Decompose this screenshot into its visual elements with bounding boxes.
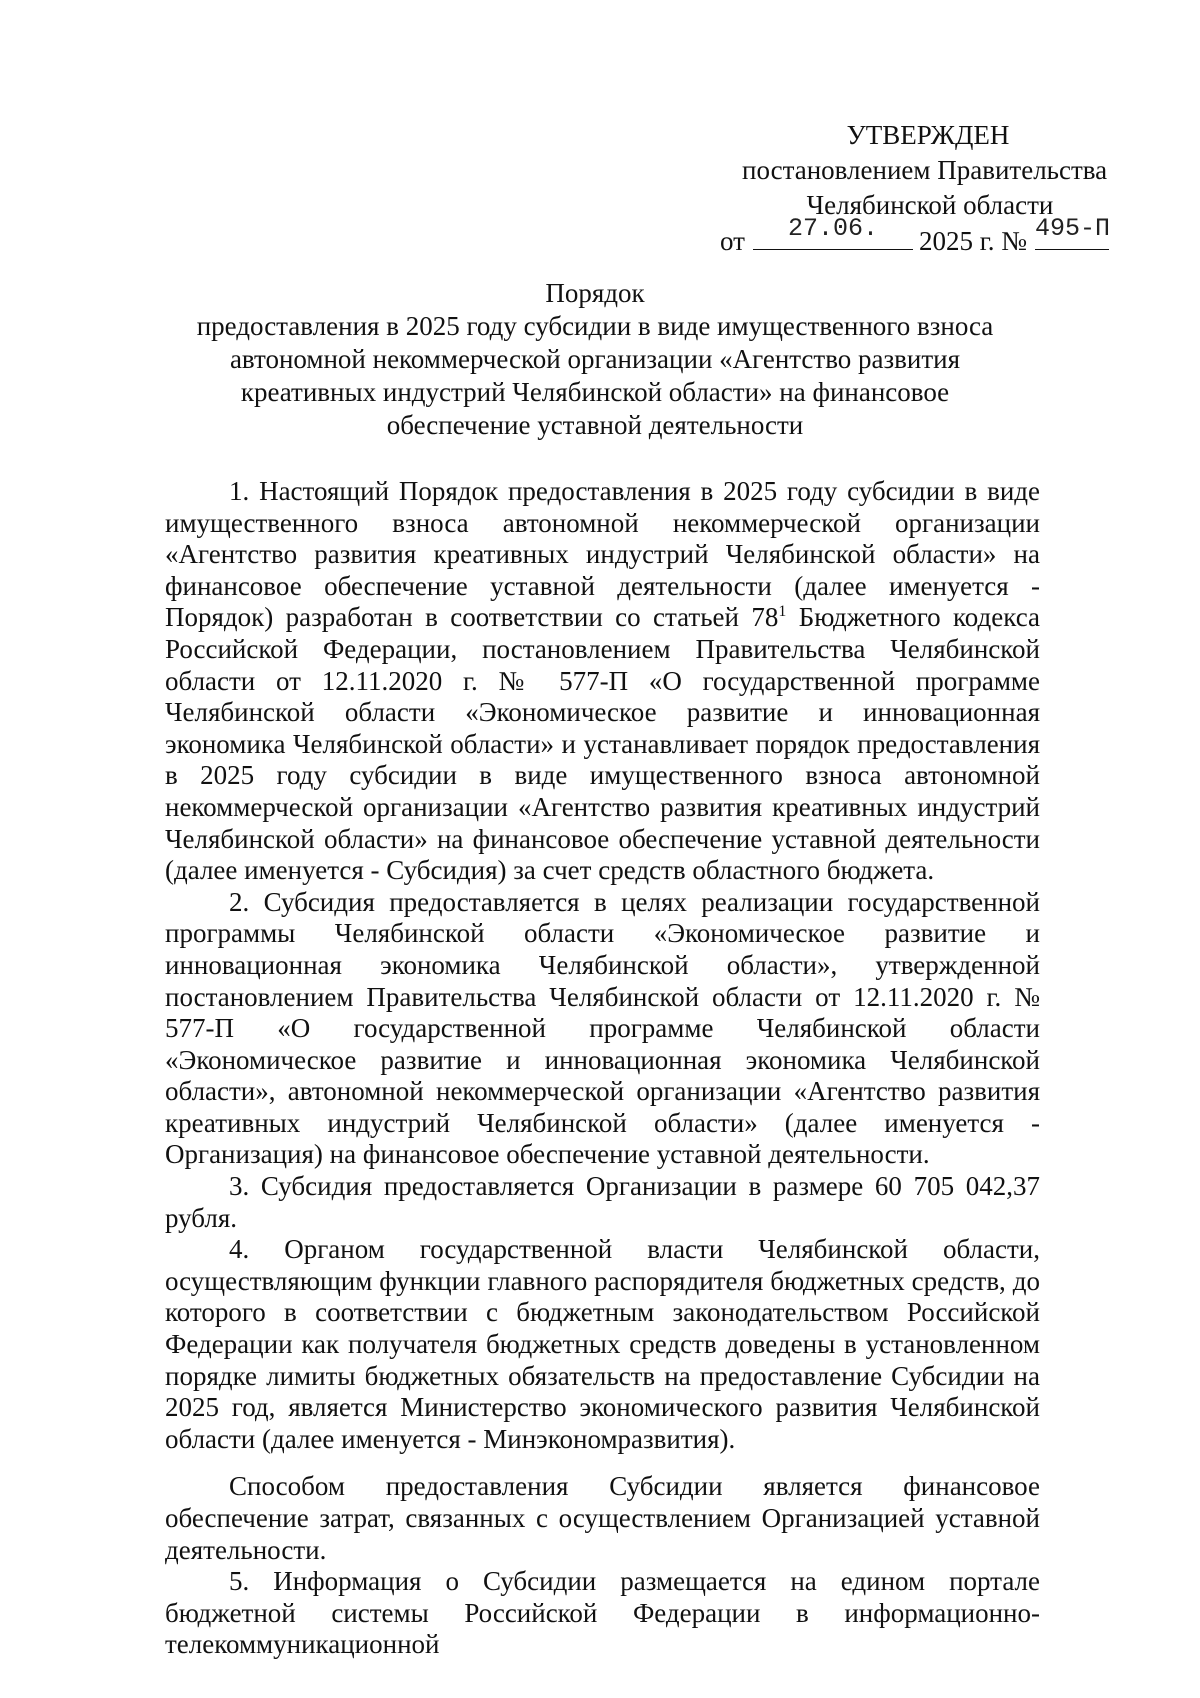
title-line-5: обеспечение уставной деятельности: [386, 410, 804, 440]
approval-region: Челябинской области: [806, 190, 1054, 220]
paragraph-4: 4. Органом государственной власти Челябинской области, осуществляющим функции главного распорядителя бюджетных средств, до которого в соответствии с бюджетным законодательством Российской Федерации как получателя бюджетных средств доведены в установленном порядке лимиты бюджетных обязательств на предоставление Субсидии на 2025 год, является Министерство экономического развития Челябинской области (далее именуется - Минэкономразвития).: [165, 1234, 1040, 1454]
paragraph-1-start: 1. Настоящий Порядок предоставления в 2025 году субсидии в виде имущественного взноса автономной некоммерческой организации «Агентство развития креативных индустрий Челябинской области» на финансовое обеспечение уставной деятельности (далее именуется - Порядок) разработан в соответствии со статьей 78: [165, 476, 1040, 633]
title-line-2: предоставления в 2025 году субсидии в виде имущественного взноса: [196, 311, 994, 341]
title-line-3: автономной некоммерческой организации «Агентство развития: [229, 344, 961, 374]
approval-authority: постановлением Правительства: [742, 155, 1108, 185]
paragraph-5: 5. Информация о Субсидии размещается на едином портале бюджетной системы Российской Федерации в информационно-телекоммуникационной: [165, 1566, 1040, 1660]
paragraph-2: 2. Субсидия предоставляется в целях реализации государственной программы Челябинской области «Экономическое развитие и инновационная экономика Челябинской области», утвержденной постановлением Правительства Челябинской области от 12.11.2020 г. № 577-П «О государственной программе Челябинской области «Экономическое развитие и инновационная экономика Челябинской области», автономной некоммерческой организации «Агентство развития креативных индустрий Челябинской области» (далее именуется - Организация) на финансовое обеспечение уставной деятельности.: [165, 886, 1040, 1170]
paragraph-1: [165, 476, 1040, 887]
article-superscript: 1: [778, 603, 787, 621]
title-line-1: Порядок: [545, 278, 645, 308]
date-value: 27.06.: [787, 214, 878, 243]
from-label: от: [720, 226, 745, 256]
paragraph-1-end: Бюджетного кодекса Российской Федерации, постановлением Правительства Челябинской области от 12.11.2020 г. № 577-П «О государственной программе Челябинской области «Экономическое развитие и инновационная экономика Челябинской области» и устанавливает порядок предоставления в 2025 году субсидии в виде имущественного взноса автономной некоммерческой организации «Агентство развития креативных индустрий Челябинской области» на финансовое обеспечение уставной деятельности (далее именуется - Субсидия) за счет средств областного бюджета.: [165, 602, 1040, 886]
approval-heading: УТВЕРЖДЕН: [846, 120, 1010, 150]
paragraph-method: Способом предоставления Субсидии является финансовое обеспечение затрат, связанных с осуществлением Организацией уставной деятельности.: [165, 1471, 1040, 1565]
title-line-4: креативных индустрий Челябинской области» на финансовое: [240, 377, 950, 407]
document-title: [150, 277, 1040, 442]
approval-date-line: [720, 214, 1120, 259]
approval-stamp: [720, 118, 1120, 259]
date-blank: [753, 214, 913, 250]
paragraph-3: 3. Субсидия предоставляется Организации в размере 60 705 042,37 рубля.: [165, 1171, 1040, 1233]
year-number-label: 2025 г. №: [918, 226, 1027, 256]
number-value: 495-П: [1035, 214, 1111, 243]
number-blank: [1035, 214, 1111, 250]
document-body: [165, 476, 1040, 1661]
